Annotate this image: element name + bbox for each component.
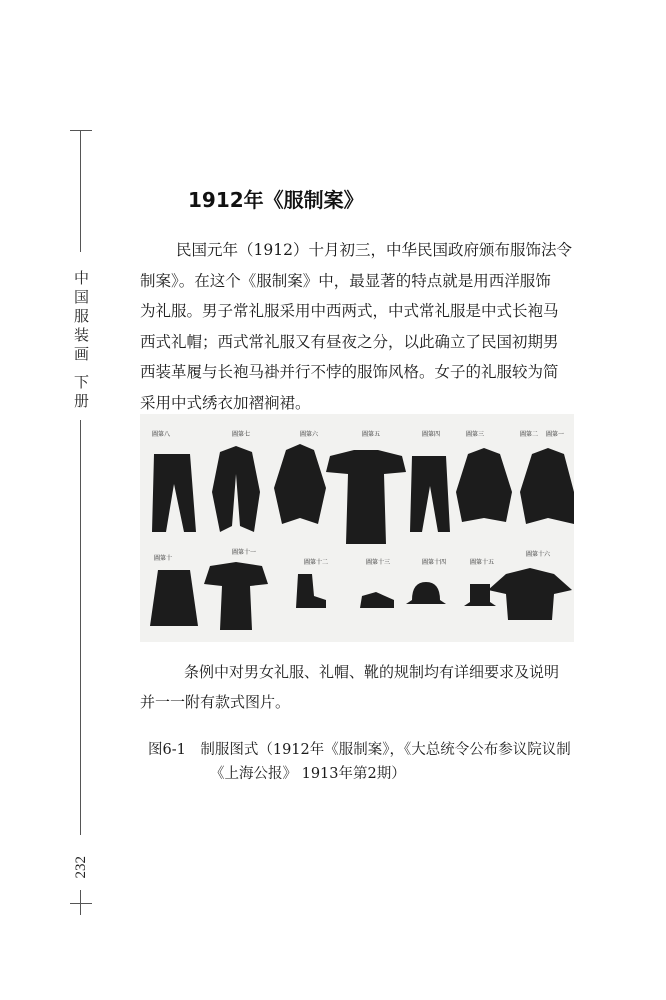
body-line: 采用中式绣衣加褶裥裙。 [140, 393, 311, 412]
plate-label: 圖第十 [154, 555, 173, 562]
plate-label: 圖第三 [466, 431, 485, 438]
figure-caption [148, 738, 584, 786]
margin-tick-top [70, 130, 92, 131]
figure-plate-uniform-illustrations [140, 414, 574, 642]
figure-note-line: 并一一附有款式图片。 [140, 693, 291, 711]
shoe-drawing [360, 592, 394, 608]
figure-note [140, 657, 584, 717]
body-line: 民国元年（1912）十月初三，中华民国政府颁布服饰法令 [176, 241, 572, 259]
garment-illustrations [150, 444, 574, 630]
plate-label: 圖第四 [422, 431, 441, 438]
plate-label: 圖第十五 [470, 559, 495, 566]
running-head-book-title: 中国服装画 下册 [72, 270, 90, 412]
uniform-plate-svg [140, 414, 574, 642]
plate-label: 圖第七 [232, 431, 251, 438]
uniform-trousers-drawing [410, 456, 450, 532]
body-paragraph [140, 235, 584, 418]
plate-label: 圖第十四 [422, 559, 447, 566]
plate-label: 圖第一 [546, 431, 565, 438]
page-number: 232 [73, 856, 89, 879]
plate-label: 圖第十一 [232, 549, 257, 556]
bowler-hat-drawing [406, 582, 446, 604]
plate-label: 圖第五 [362, 431, 381, 438]
boot-drawing [296, 574, 326, 608]
embroidered-jacket-drawing [204, 562, 268, 630]
body-line: 制案》。在这个《服制案》中，最显著的特点就是用西洋服饰 [140, 271, 551, 290]
trousers-drawing [152, 454, 196, 532]
frock-coat-drawing [274, 444, 326, 524]
margin-rule-middle [80, 420, 81, 835]
margin-rule-top [80, 130, 81, 252]
plate-label: 圖第六 [300, 431, 319, 438]
long-gown-drawing [326, 450, 406, 544]
plate-label: 圖第二 [520, 431, 539, 438]
section-title: 1912年《服制案》 [188, 188, 364, 212]
womens-jacket-drawing [488, 568, 572, 620]
figure-caption-line-1: 图6-1 制服图式（1912年《服制案》，《大总统令公布参议院议制 [148, 742, 571, 758]
uniform-coat-drawing [456, 448, 512, 522]
body-line: 为礼服。男子常礼服采用中西两式，中式常礼服是中式长袍马 [140, 302, 559, 320]
dress-coat-drawing [520, 448, 574, 524]
figure-caption-line-2: 《上海公报》 1913年第2期） [210, 766, 406, 782]
plate-label: 圖第八 [152, 431, 171, 438]
body-line: 西式礼帽；西式常礼服又有昼夜之分，以此确立了民国初期男 [140, 332, 559, 351]
tailcoat-drawing [212, 446, 260, 532]
plate-label: 圖第十三 [366, 559, 391, 566]
pleated-skirt-drawing [150, 570, 198, 626]
plate-label: 圖第十二 [304, 559, 329, 566]
plate-label: 圖第十六 [526, 551, 551, 558]
figure-note-line: 条例中对男女礼服、礼帽、靴的规制均有详细要求及说明 [184, 663, 560, 681]
margin-tick-bottom [70, 903, 92, 904]
body-line: 西装革履与长袍马褂并行不悖的服饰风格。女子的礼服较为简 [140, 363, 559, 381]
